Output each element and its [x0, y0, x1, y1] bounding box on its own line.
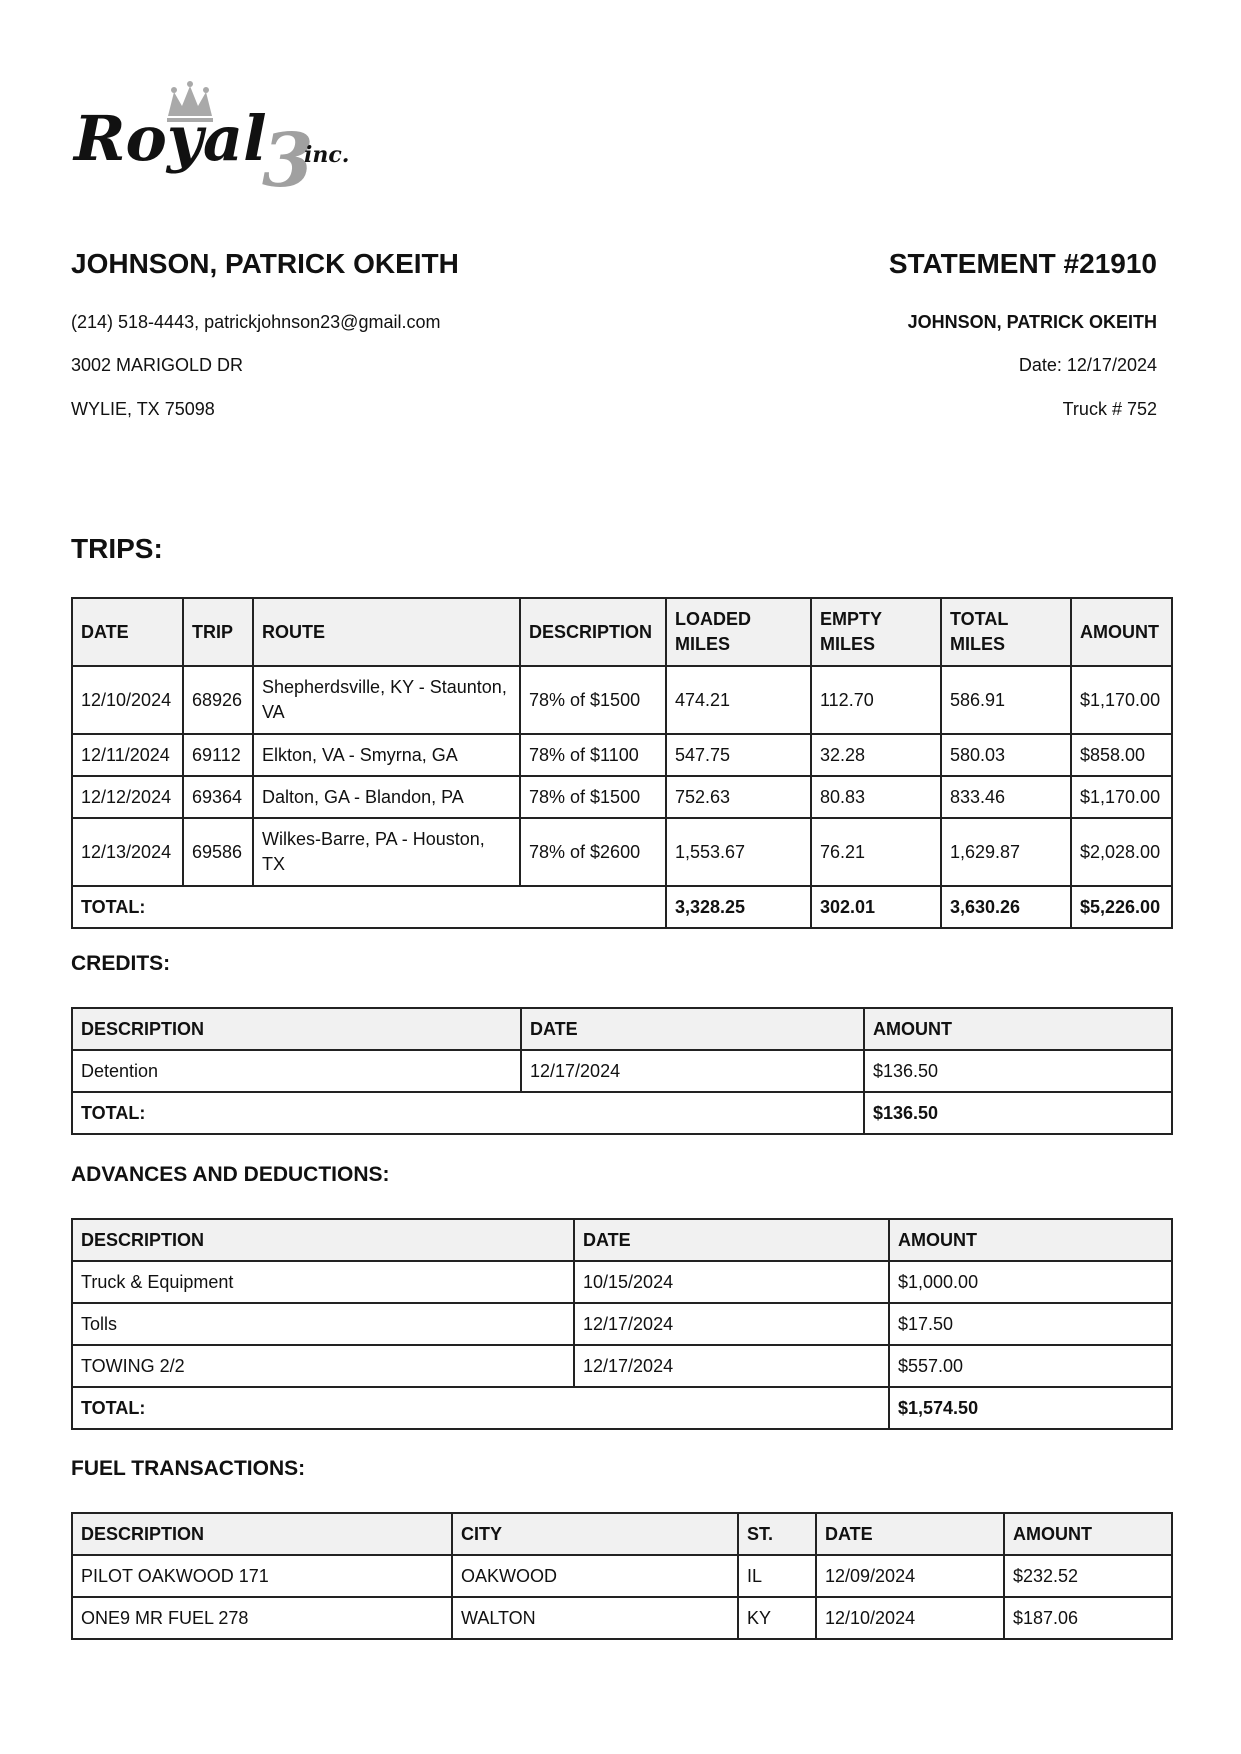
trip-loaded-miles: 1,553.67	[666, 818, 811, 886]
col-header: DATE	[816, 1513, 1004, 1555]
total-label: TOTAL:	[72, 1387, 889, 1429]
credit-description: Detention	[72, 1050, 521, 1092]
trip-date: 12/10/2024	[72, 666, 183, 734]
trip-description: 78% of $1100	[520, 734, 666, 776]
trip-route: Elkton, VA - Smyrna, GA	[253, 734, 520, 776]
col-header: CITY	[452, 1513, 738, 1555]
col-header: DESCRIPTION	[520, 598, 666, 666]
credit-amount: $136.50	[864, 1050, 1172, 1092]
total-amount: $5,226.00	[1071, 886, 1172, 928]
deduction-date: 12/17/2024	[574, 1345, 889, 1387]
trip-total-miles: 833.46	[941, 776, 1071, 818]
deduction-date: 10/15/2024	[574, 1261, 889, 1303]
deductions-title: ADVANCES AND DEDUCTIONS:	[71, 1163, 390, 1186]
table-row	[72, 1303, 1172, 1345]
trip-amount: $1,170.00	[1071, 776, 1172, 818]
trip-total-miles: 1,629.87	[941, 818, 1071, 886]
trip-description: 78% of $2600	[520, 818, 666, 886]
deduction-date: 12/17/2024	[574, 1303, 889, 1345]
credits-total-row	[72, 1092, 1172, 1134]
statement-driver-name: JOHNSON, PATRICK OKEITH	[907, 312, 1157, 332]
driver-address-line1: 3002 MARIGOLD DR	[71, 355, 244, 375]
deductions-table	[71, 1218, 1173, 1430]
trip-route: Wilkes-Barre, PA - Houston, TX	[253, 818, 520, 886]
trip-loaded-miles: 547.75	[666, 734, 811, 776]
table-row	[72, 734, 1172, 776]
col-header: TRIP	[183, 598, 253, 666]
total-empty-miles: 302.01	[811, 886, 941, 928]
total-label: TOTAL:	[72, 886, 666, 928]
col-header: AMOUNT	[864, 1008, 1172, 1050]
trips-table	[71, 597, 1173, 929]
trip-loaded-miles: 474.21	[666, 666, 811, 734]
total-loaded-miles: 3,328.25	[666, 886, 811, 928]
col-header: AMOUNT	[1071, 598, 1172, 666]
deduction-amount: $1,000.00	[889, 1261, 1172, 1303]
driver-address-line2: WYLIE, TX 75098	[71, 399, 215, 419]
table-row	[72, 776, 1172, 818]
table-row	[72, 1345, 1172, 1387]
trip-empty-miles: 80.83	[811, 776, 941, 818]
fuel-state: IL	[738, 1555, 816, 1597]
trip-description: 78% of $1500	[520, 666, 666, 734]
logo-suffix: inc.	[304, 142, 350, 168]
deduction-description: TOWING 2/2	[72, 1345, 574, 1387]
col-header: ST.	[738, 1513, 816, 1555]
credits-title: CREDITS:	[71, 952, 171, 975]
fuel-amount: $187.06	[1004, 1597, 1172, 1639]
statement-number: STATEMENT #21910	[888, 248, 1157, 279]
fuel-city: OAKWOOD	[452, 1555, 738, 1597]
trips-title: TRIPS:	[71, 533, 163, 564]
trip-description: 78% of $1500	[520, 776, 666, 818]
col-header: DATE	[521, 1008, 864, 1050]
deduction-amount: $17.50	[889, 1303, 1172, 1345]
table-row	[72, 1050, 1172, 1092]
trip-amount: $2,028.00	[1071, 818, 1172, 886]
trip-amount: $1,170.00	[1071, 666, 1172, 734]
trip-date: 12/13/2024	[72, 818, 183, 886]
table-row	[72, 1261, 1172, 1303]
fuel-date: 12/09/2024	[816, 1555, 1004, 1597]
deductions-header-row	[72, 1219, 1172, 1261]
credits-header-row	[72, 1008, 1172, 1050]
fuel-description: ONE9 MR FUEL 278	[72, 1597, 452, 1639]
col-header: AMOUNT	[1004, 1513, 1172, 1555]
col-header: DATE	[72, 598, 183, 666]
trip-empty-miles: 32.28	[811, 734, 941, 776]
driver-name: JOHNSON, PATRICK OKEITH	[71, 248, 459, 279]
trip-route: Shepherdsville, KY - Staunton, VA	[253, 666, 520, 734]
fuel-header-row	[72, 1513, 1172, 1555]
trip-empty-miles: 112.70	[811, 666, 941, 734]
fuel-date: 12/10/2024	[816, 1597, 1004, 1639]
deduction-description: Tolls	[72, 1303, 574, 1345]
fuel-description: PILOT OAKWOOD 171	[72, 1555, 452, 1597]
statement-date: Date: 12/17/2024	[1018, 355, 1157, 375]
col-header: AMOUNT	[889, 1219, 1172, 1261]
trip-number: 68926	[183, 666, 253, 734]
trip-number: 69586	[183, 818, 253, 886]
table-row	[72, 818, 1172, 886]
trip-loaded-miles: 752.63	[666, 776, 811, 818]
trips-total-row	[72, 886, 1172, 928]
credit-date: 12/17/2024	[521, 1050, 864, 1092]
trip-number: 69364	[183, 776, 253, 818]
col-header: DESCRIPTION	[72, 1513, 452, 1555]
deduction-description: Truck & Equipment	[72, 1261, 574, 1303]
trip-amount: $858.00	[1071, 734, 1172, 776]
fuel-city: WALTON	[452, 1597, 738, 1639]
truck-number: Truck # 752	[1062, 399, 1157, 419]
fuel-title: FUEL TRANSACTIONS:	[71, 1457, 306, 1480]
trip-total-miles: 580.03	[941, 734, 1071, 776]
col-header: DATE	[574, 1219, 889, 1261]
table-row	[72, 1597, 1172, 1639]
col-header: TOTAL MILES	[941, 598, 1071, 666]
table-row	[72, 666, 1172, 734]
col-header: DESCRIPTION	[72, 1008, 521, 1050]
trip-date: 12/11/2024	[72, 734, 183, 776]
col-header: ROUTE	[253, 598, 520, 666]
trip-route: Dalton, GA - Blandon, PA	[253, 776, 520, 818]
total-amount: $136.50	[864, 1092, 1172, 1134]
trip-number: 69112	[183, 734, 253, 776]
total-amount: $1,574.50	[889, 1387, 1172, 1429]
credits-table	[71, 1007, 1173, 1135]
fuel-state: KY	[738, 1597, 816, 1639]
fuel-table	[71, 1512, 1173, 1640]
driver-contact: (214) 518-4443, patrickjohnson23@gmail.com	[71, 312, 441, 332]
trips-header-row	[72, 598, 1172, 666]
deduction-amount: $557.00	[889, 1345, 1172, 1387]
deductions-total-row	[72, 1387, 1172, 1429]
total-miles: 3,630.26	[941, 886, 1071, 928]
col-header: DESCRIPTION	[72, 1219, 574, 1261]
company-logo	[72, 78, 392, 198]
trip-empty-miles: 76.21	[811, 818, 941, 886]
col-header: LOADED MILES	[666, 598, 811, 666]
col-header: EMPTY MILES	[811, 598, 941, 666]
trip-total-miles: 586.91	[941, 666, 1071, 734]
logo-numeral: 3	[262, 118, 314, 198]
logo-wordmark: Royal	[74, 102, 267, 175]
table-row	[72, 1555, 1172, 1597]
trip-date: 12/12/2024	[72, 776, 183, 818]
fuel-amount: $232.52	[1004, 1555, 1172, 1597]
total-label: TOTAL:	[72, 1092, 864, 1134]
